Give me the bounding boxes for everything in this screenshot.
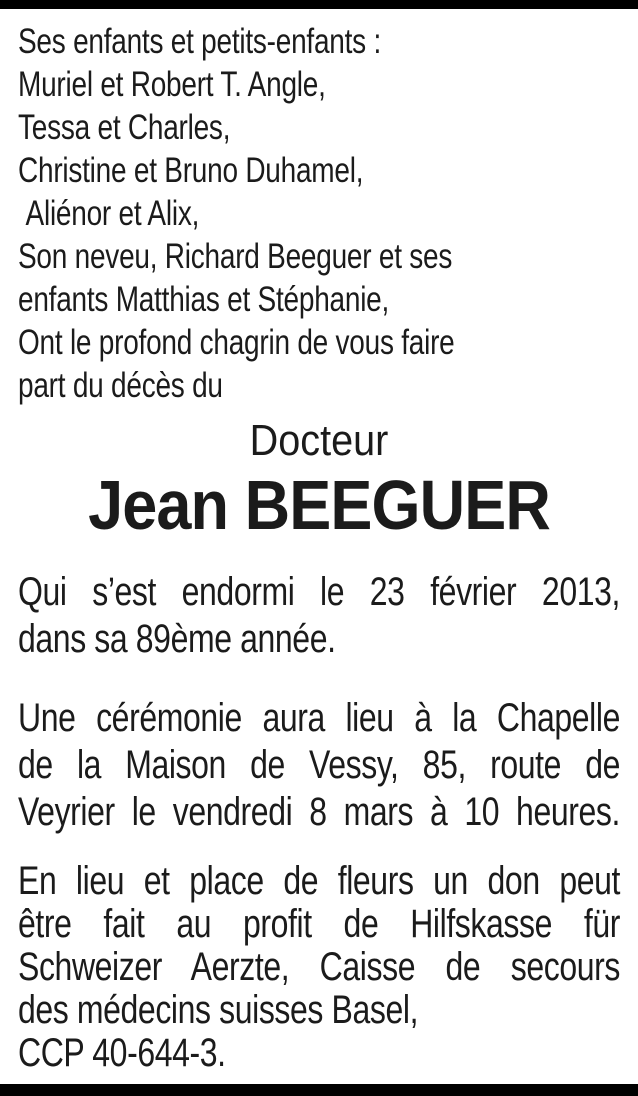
bottom-border-bar <box>0 1084 638 1096</box>
intro-line: Ont le profond chagrin de vous faire <box>18 323 455 362</box>
top-border-bar <box>0 0 638 9</box>
deceased-name: Jean BEEGUER <box>88 466 550 544</box>
donation-line: être fait au profit de Hilfskasse für <box>18 902 620 946</box>
intro-line: Tessa et Charles, <box>18 108 231 147</box>
donation-line: des médecins suisses Basel, <box>18 988 419 1032</box>
death-line: dans sa 89ème année. <box>18 617 336 661</box>
ceremony-line: Une cérémonie aura lieu à la Chapelle <box>18 696 620 740</box>
death-line: Qui s’est endormi le 23 février 2013, <box>18 570 620 614</box>
intro-line: enfants Matthias et Stéphanie, <box>18 280 390 319</box>
title-docteur: Docteur <box>249 416 389 465</box>
donation-ccp-line: CCP 40-644-3. <box>18 1031 226 1075</box>
donation-line: Schweizer Aerzte, Caisse de secours <box>18 945 620 989</box>
intro-line: Muriel et Robert T. Angle, <box>18 65 326 104</box>
donation-paragraph <box>18 860 620 1075</box>
death-paragraph <box>18 569 620 663</box>
intro-line: part du décès du <box>18 366 223 405</box>
family-intro-block <box>18 20 620 407</box>
headings-block <box>18 415 620 543</box>
intro-line: Son neveu, Richard Beeguer et ses <box>18 237 453 276</box>
donation-line: En lieu et place de fleurs un don peut <box>18 859 620 903</box>
intro-line: Christine et Bruno Duhamel, <box>18 151 364 190</box>
intro-line: Aliénor et Alix, <box>18 194 200 233</box>
ceremony-line: de la Maison de Vessy, 85, route de <box>18 743 620 787</box>
notice-content <box>0 9 638 1075</box>
intro-line: Ses enfants et petits-enfants : <box>18 22 381 61</box>
ceremony-paragraph <box>18 695 620 836</box>
ceremony-line: Veyrier le vendredi 8 mars à 10 heures. <box>18 790 620 834</box>
